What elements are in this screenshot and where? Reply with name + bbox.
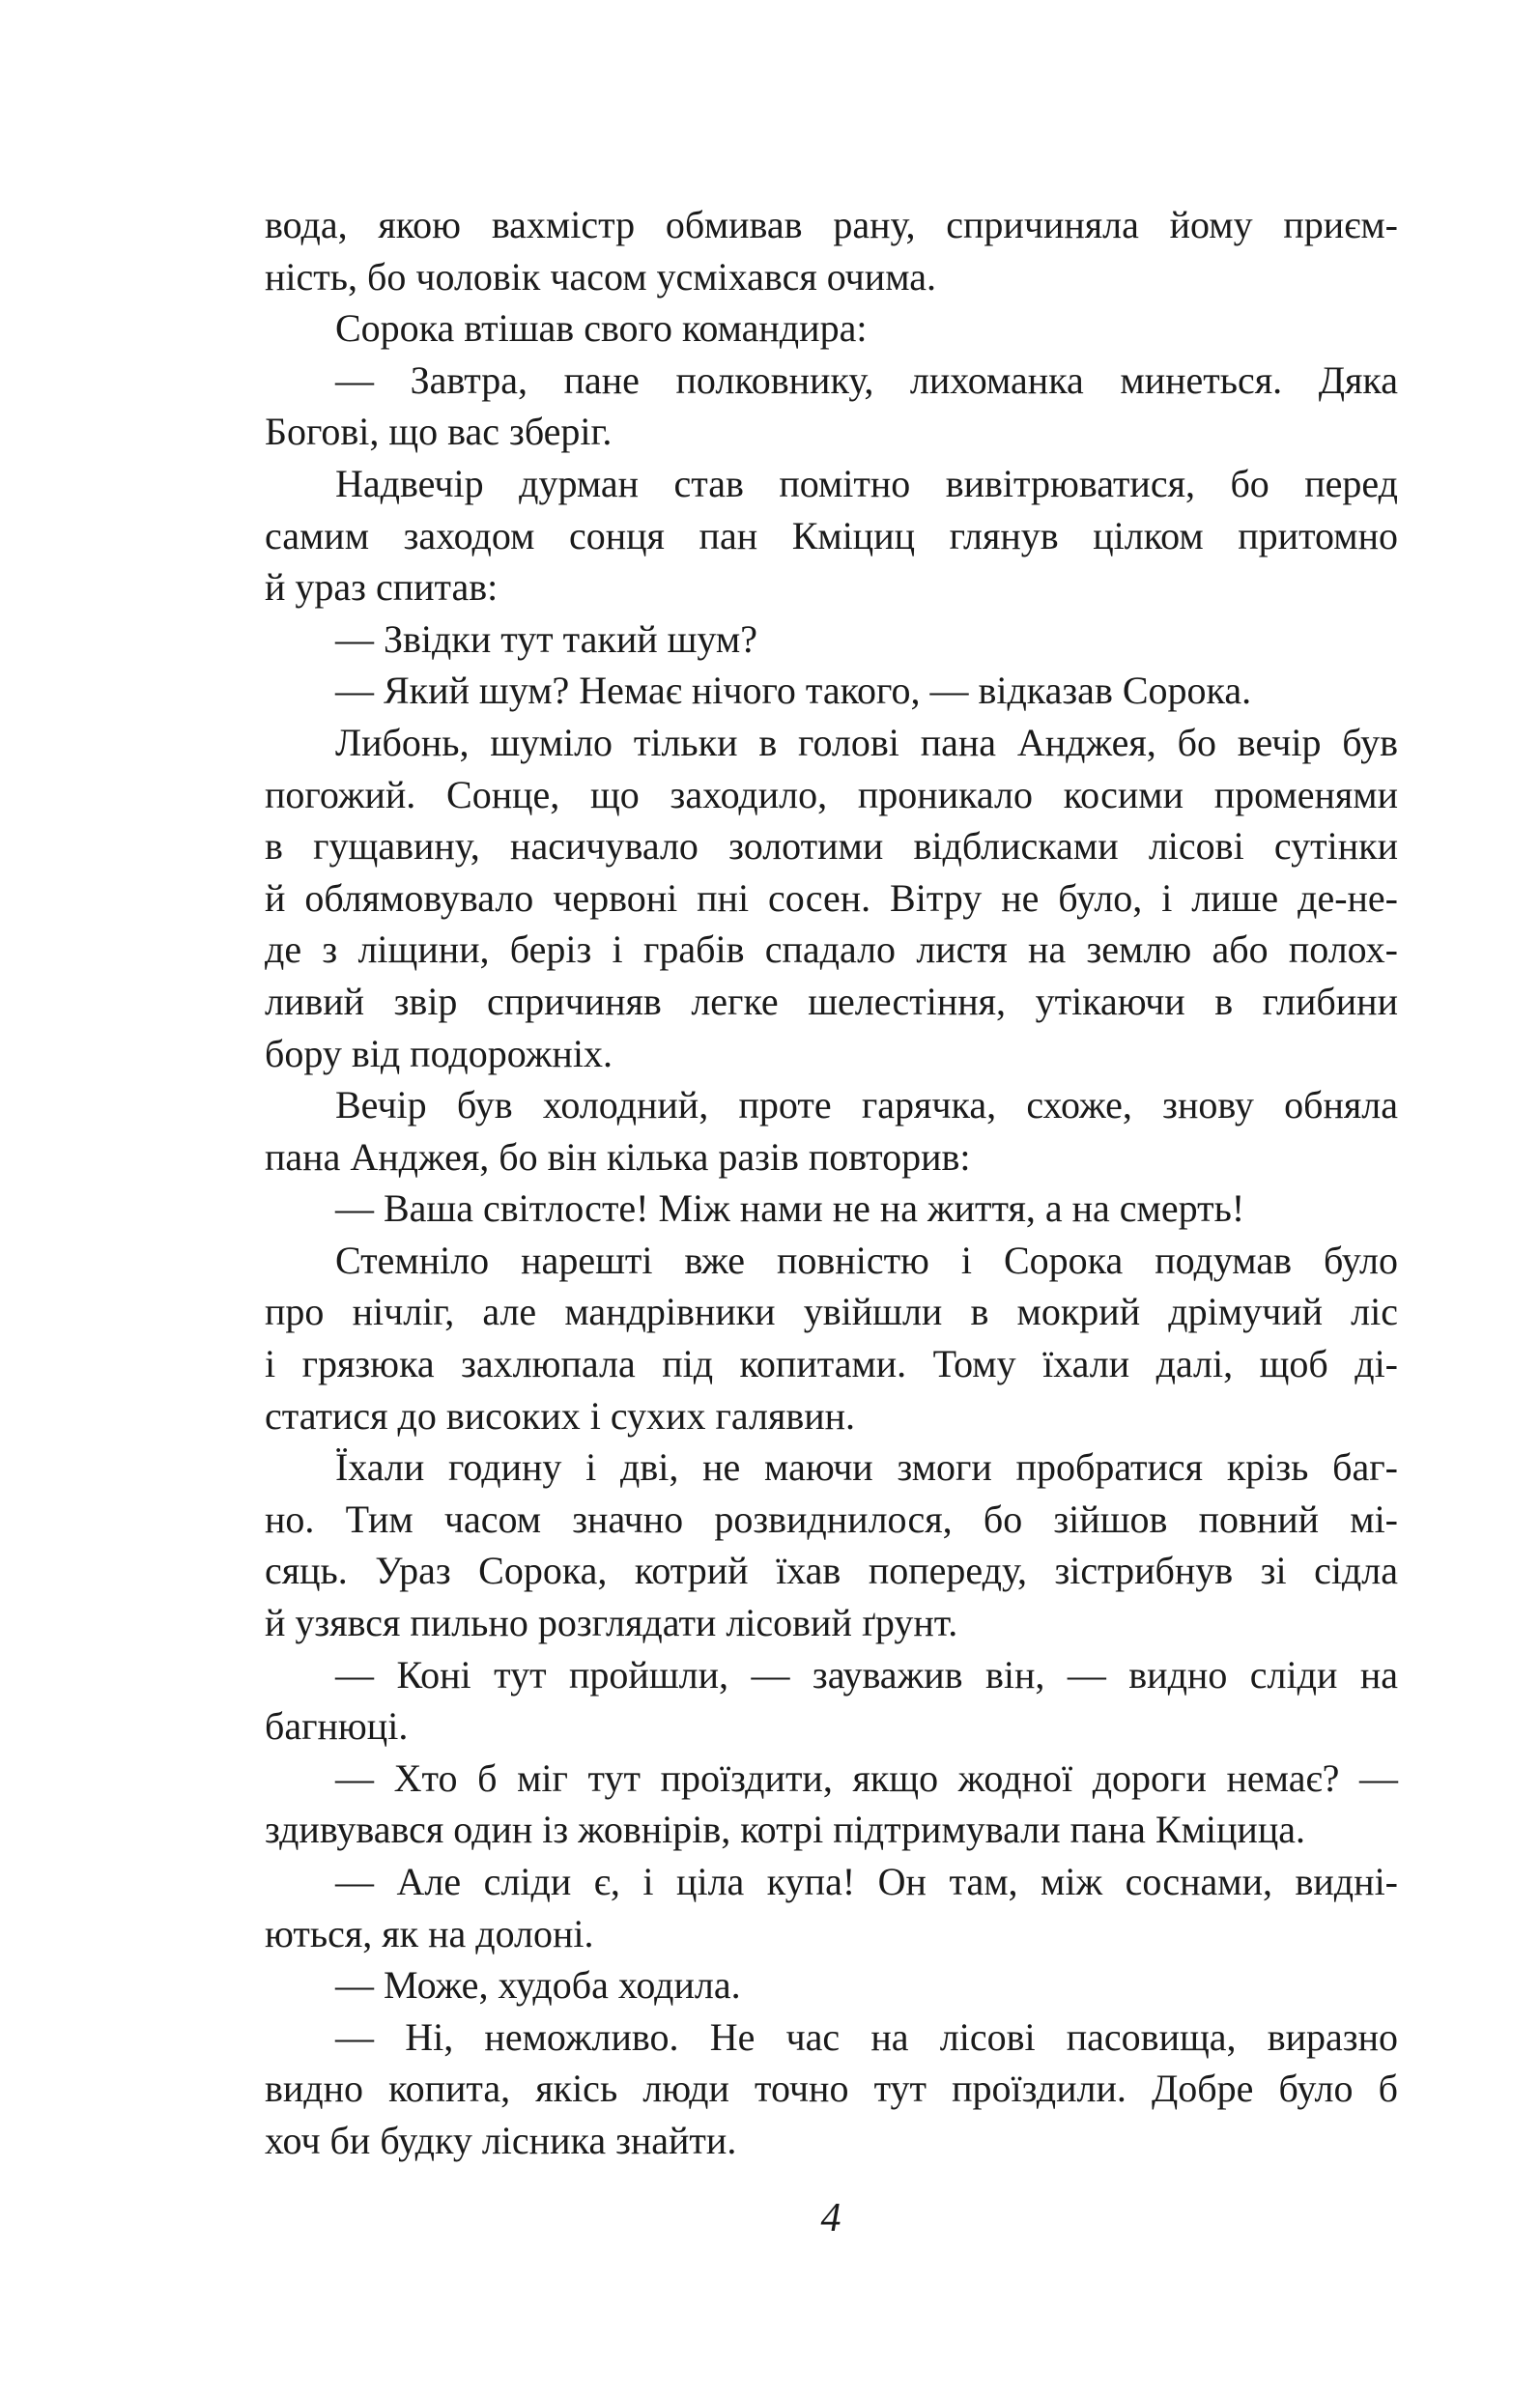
paragraph — [265, 665, 1398, 717]
text-line: погожий. Сонце, що заходило, проникало косими променями — [265, 772, 1398, 816]
text-line: і грязюка захлюпала під копитами. Тому їхали далі, щоб ді- — [265, 1342, 1398, 1386]
text-line: й ураз спитав: — [265, 565, 499, 610]
text-line: бору від подорожніх. — [265, 1031, 613, 1075]
text-line: — Який шум? Немає нічого такого, — відказав Сорока. — [335, 669, 1252, 713]
text-line: Стемніло нарешті вже повністю і Сорока подумав було — [335, 1238, 1398, 1282]
text-line: Надвечір дурман став помітно вивітрюватися, бо перед — [335, 461, 1398, 505]
text-line: — Коні тут пройшли, — зауважив він, — видно сліди на — [335, 1652, 1398, 1697]
text-line: — Ваша світлосте! Між нами не на життя, а на смерть! — [335, 1186, 1245, 1231]
text-line: сяць. Ураз Сорока, котрий їхав попереду, зістрибнув зі сідла — [265, 1549, 1398, 1593]
paragraph — [265, 1856, 1398, 1959]
text-line: но. Тим часом значно розвиднилося, бо зійшов повний мі- — [265, 1497, 1398, 1541]
text-line: вода, якою вахмістр обмивав рану, спричиняла йому приєм- — [265, 203, 1398, 246]
text-line: Вечір був холодний, проте гарячка, схоже, знову обняла — [335, 1083, 1398, 1127]
text-line: в гущавину, насичувало золотими відблисками лісові сутінки — [265, 824, 1398, 869]
paragraph — [265, 2011, 1398, 2167]
paragraph — [265, 355, 1398, 458]
text-line: про нічліг, але мандрівники увійшли в мокрий дрімучий ліс — [265, 1290, 1398, 1334]
text-line: пана Анджея, бо він кілька разів повторив: — [265, 1134, 971, 1179]
paragraph — [265, 613, 1398, 666]
paragraph — [265, 1959, 1398, 2011]
text-line: видно копита, якісь люди точно тут проїздили. Добре було б — [265, 2067, 1398, 2111]
text-line: ються, як на долоні. — [265, 1911, 594, 1955]
text-line: хоч би будку лісника знайти. — [265, 2118, 737, 2162]
paragraph — [265, 1235, 1398, 1441]
text-line: Сорока втішав свого командира: — [335, 306, 868, 351]
paragraph — [265, 458, 1398, 613]
text-line: здивувався один із жовнірів, котрі підтримували пана Кміцица. — [265, 1808, 1305, 1852]
paragraph — [265, 1183, 1398, 1235]
text-line: ність, бо чоловік часом усміхався очима. — [265, 254, 936, 299]
page-number: 4 — [820, 2196, 841, 2240]
text-line: де з ліщини, беріз і грабів спадало листя на землю або полох- — [265, 927, 1398, 972]
paragraph — [265, 1079, 1398, 1183]
body-text — [265, 199, 1398, 2167]
text-line: Либонь, шуміло тільки в голові пана Анджея, бо вечір був — [335, 720, 1398, 764]
paragraph — [265, 1441, 1398, 1648]
paragraph — [265, 1753, 1398, 1856]
text-line: — Звідки тут такий шум? — [335, 616, 757, 661]
text-line: самим заходом сонця пан Кміциц глянув цілком притомно — [265, 513, 1398, 557]
text-line: — Але сліди є, і ціла купа! Он там, між соснами, видні- — [335, 1860, 1398, 1903]
paragraph — [265, 199, 1398, 302]
text-line: — Завтра, пане полковнику, лихоманка минеться. Дяка — [335, 357, 1398, 402]
text-line: й облямовувало червоні пні сосен. Вітру не було, і лише де-не- — [265, 875, 1398, 920]
paragraph — [265, 1649, 1398, 1753]
paragraph — [265, 302, 1398, 355]
text-line: ливий звір спричиняв легке шелестіння, утікаючи в глибини — [265, 979, 1398, 1023]
text-line: статися до високих і сухих галявин. — [265, 1393, 856, 1438]
text-line: — Ні, неможливо. Не час на лісові пасовища, виразно — [335, 2014, 1398, 2059]
text-line: й узявся пильно розглядати лісовий ґрунт. — [265, 1601, 958, 1645]
paragraph — [265, 717, 1398, 1079]
text-line: — Хто б міг тут проїздити, якщо жодної дороги немає? — — [335, 1755, 1398, 1800]
text-line: — Може, худоба ходила. — [335, 1963, 741, 2008]
text-line: багнюці. — [265, 1704, 409, 1749]
text-line: Їхали годину і дві, не маючи змоги пробратися крізь баг- — [335, 1445, 1398, 1490]
text-line: Богові, що вас зберіг. — [265, 410, 613, 454]
